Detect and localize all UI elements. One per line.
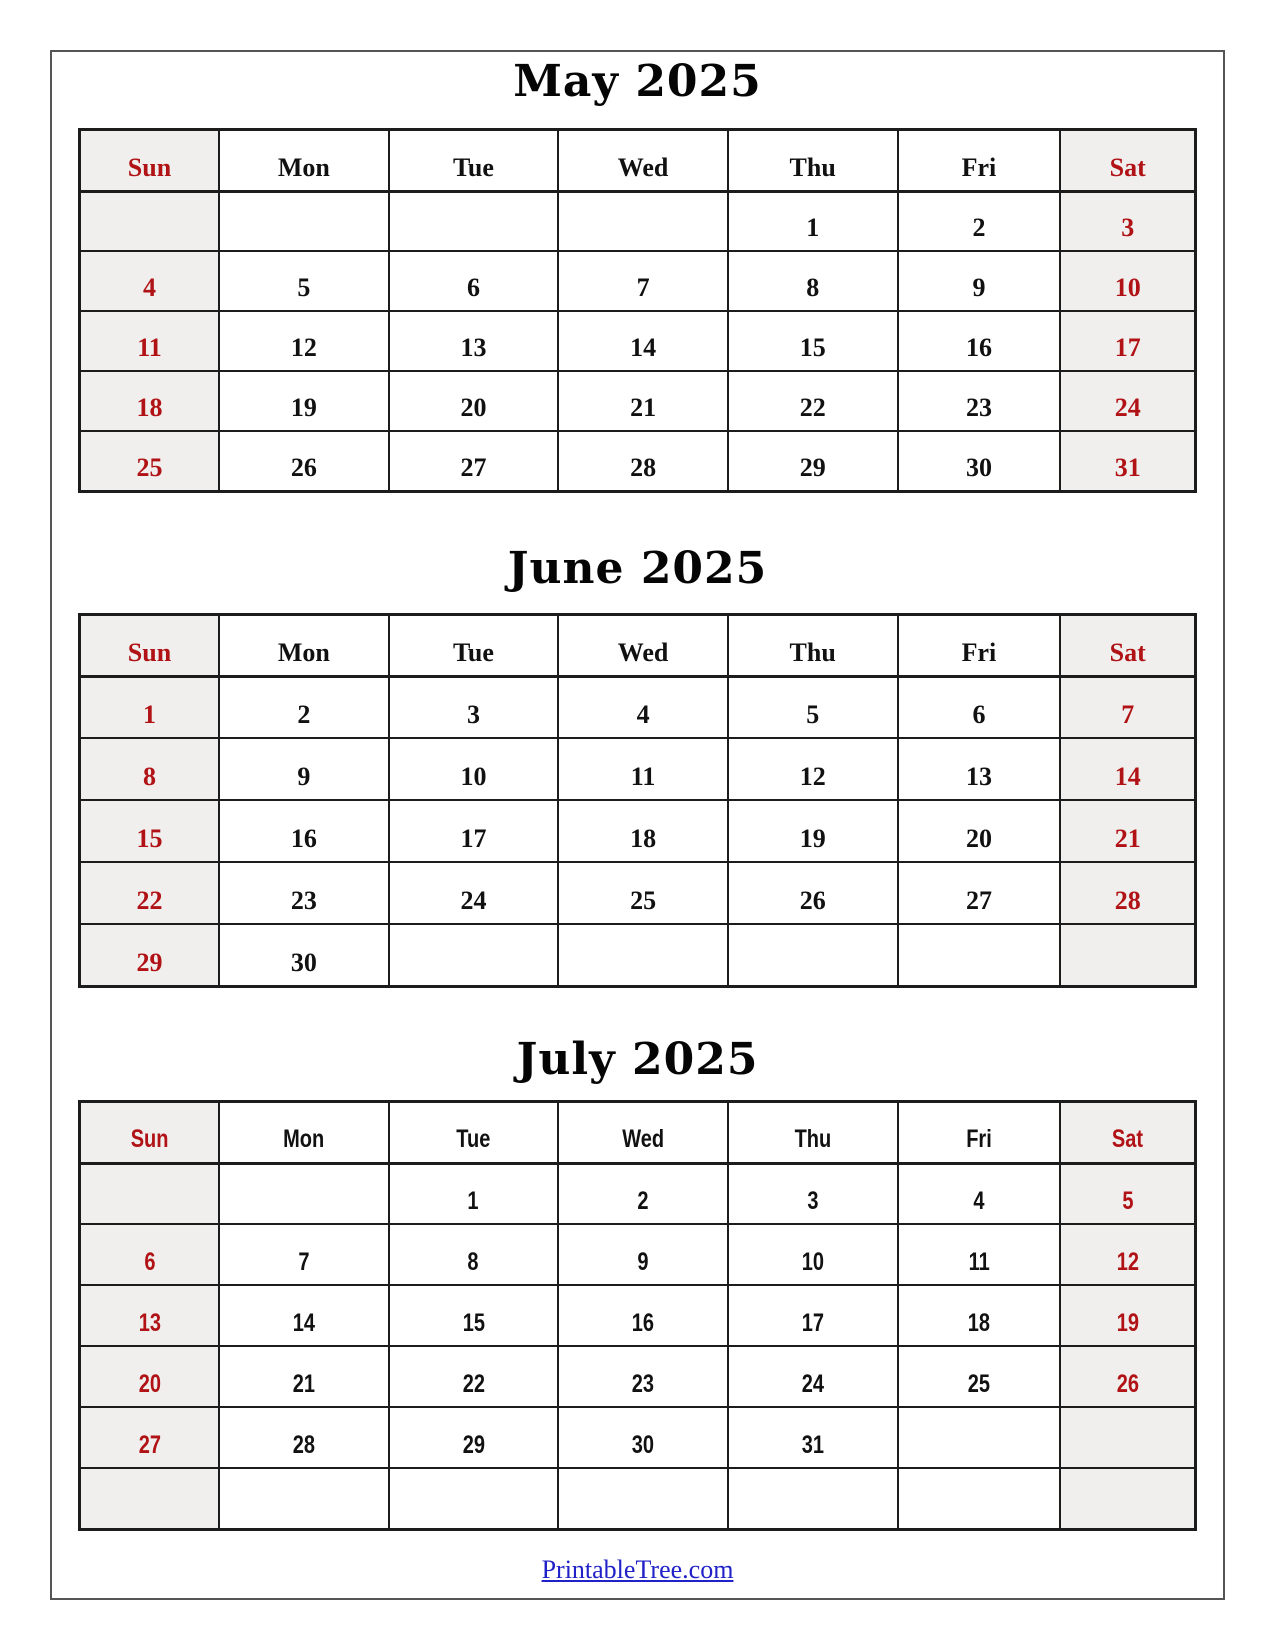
week-row [80,1224,1196,1285]
date-cell [728,311,898,371]
date-number: 1 [467,1186,479,1215]
date-cell [728,862,898,924]
date-number: 26 [290,452,317,482]
date-number: 7 [298,1247,310,1276]
date-number: 1 [806,213,820,243]
date-number: 8 [143,762,156,792]
day-header-label: Thu [794,1125,832,1154]
date-number: 6 [143,1247,156,1276]
date-number: 31 [801,1430,824,1459]
date-number: 3 [1121,213,1135,243]
empty-cell [558,1468,728,1529]
week-row [80,431,1196,491]
date-cell [898,1285,1061,1346]
date-cell [80,800,220,862]
date-cell [728,371,898,431]
date-cell [558,251,728,311]
date-cell [558,1346,728,1407]
date-number: 21 [630,393,657,423]
date-number: 25 [967,1369,991,1398]
empty-cell [389,924,559,986]
date-cell [219,924,389,986]
date-number: 12 [290,333,317,363]
day-header-label: Sun [127,152,172,182]
week-row [80,1468,1196,1529]
date-number: 2 [297,700,311,730]
week-row [80,191,1196,251]
empty-cell [80,1468,220,1529]
date-cell [389,1224,559,1285]
week-row [80,862,1196,924]
date-number: 2 [637,1186,649,1215]
date-number: 25 [136,452,163,482]
date-number: 16 [965,333,992,363]
date-number: 9 [297,762,311,792]
date-cell [558,371,728,431]
date-cell [389,431,559,491]
date-cell [898,431,1061,491]
date-cell [1060,371,1195,431]
day-header-label: Thu [789,152,836,182]
date-number: 27 [138,1430,161,1459]
date-number: 16 [631,1308,655,1337]
date-cell [80,311,220,371]
footer [52,1555,1223,1585]
date-number: 15 [799,333,826,363]
calendar-table-june [78,613,1197,988]
date-cell [1060,431,1195,491]
date-number: 24 [460,886,487,916]
week-row [80,800,1196,862]
day-header-label: Sat [1112,1125,1144,1154]
empty-cell [219,1468,389,1529]
date-cell [219,1224,389,1285]
date-cell [728,1346,898,1407]
date-cell [80,1346,220,1407]
date-cell [80,371,220,431]
date-number: 18 [630,824,657,854]
date-cell [1060,738,1195,800]
date-cell [558,1224,728,1285]
day-header-wed [558,1101,728,1163]
date-number: 30 [965,452,992,482]
date-number: 14 [630,333,657,363]
day-header-mon [219,129,389,191]
day-header-label: Fri [966,1125,992,1154]
date-cell [1060,191,1195,251]
date-cell [728,1224,898,1285]
date-cell [80,431,220,491]
date-number: 8 [467,1247,479,1276]
date-cell [558,862,728,924]
date-number: 31 [1114,452,1141,482]
date-cell [80,862,220,924]
date-cell [80,1224,220,1285]
week-row [80,1163,1196,1224]
date-cell [1060,1163,1195,1224]
date-number: 3 [466,700,480,730]
day-header-label: Thu [789,637,836,667]
date-cell [728,1285,898,1346]
day-header-thu [728,1101,898,1163]
date-cell [219,800,389,862]
date-number: 4 [973,1186,985,1215]
day-header-fri [898,1101,1061,1163]
day-header-label: Mon [277,152,330,182]
date-number: 5 [806,700,820,730]
week-row [80,311,1196,371]
date-cell [558,431,728,491]
day-header-wed [558,614,728,676]
date-cell [558,1163,728,1224]
week-row [80,371,1196,431]
empty-cell [1060,1468,1195,1529]
date-number: 17 [1114,333,1141,363]
date-cell [728,800,898,862]
date-cell [219,738,389,800]
date-number: 29 [799,452,826,482]
date-cell [80,251,220,311]
date-cell [389,1163,559,1224]
date-cell [1060,800,1195,862]
date-cell [80,676,220,738]
date-cell [1060,1285,1195,1346]
week-row [80,251,1196,311]
date-number: 16 [290,824,317,854]
date-cell [389,251,559,311]
date-number: 1 [143,700,156,730]
date-number: 20 [460,393,487,423]
empty-cell [80,1163,220,1224]
date-number: 23 [631,1369,655,1398]
week-row [80,924,1196,986]
date-number: 25 [630,886,657,916]
date-number: 20 [965,824,992,854]
date-number: 12 [799,762,826,792]
date-number: 3 [807,1186,819,1215]
empty-cell [558,191,728,251]
date-number: 4 [636,700,650,730]
date-number: 21 [292,1369,315,1398]
day-header-sat [1060,129,1195,191]
date-cell [558,311,728,371]
week-row [80,1285,1196,1346]
date-cell [898,862,1061,924]
date-number: 15 [462,1308,485,1337]
date-cell [1060,311,1195,371]
date-cell [219,1285,389,1346]
date-number: 15 [136,824,163,854]
day-header-thu [728,129,898,191]
date-number: 11 [630,762,656,792]
date-cell [389,1346,559,1407]
date-cell [80,1285,220,1346]
date-cell [389,1407,559,1468]
weekday-header-row [80,614,1196,676]
day-header-label: Fri [961,152,997,182]
date-number: 26 [1116,1369,1139,1398]
date-cell [558,1407,728,1468]
date-number: 6 [972,700,986,730]
day-header-tue [389,129,559,191]
empty-cell [80,191,220,251]
day-header-label: Tue [452,637,494,667]
day-header-wed [558,129,728,191]
day-header-label: Sat [1109,637,1146,667]
date-cell [80,1407,220,1468]
date-cell [898,1346,1061,1407]
week-row [80,1407,1196,1468]
date-cell [1060,1224,1195,1285]
date-cell [389,862,559,924]
date-number: 7 [1121,700,1135,730]
date-number: 10 [801,1247,824,1276]
date-number: 29 [462,1430,485,1459]
date-cell [558,1285,728,1346]
date-cell [219,251,389,311]
day-header-fri [898,129,1061,191]
date-number: 28 [630,452,657,482]
date-number: 20 [138,1369,161,1398]
date-cell [558,738,728,800]
date-cell [219,1346,389,1407]
date-cell [898,676,1061,738]
date-number: 10 [1114,273,1141,303]
date-number: 29 [136,947,163,977]
date-cell [728,738,898,800]
date-number: 26 [799,886,826,916]
date-number: 11 [968,1247,990,1276]
date-number: 30 [290,947,317,977]
date-cell [219,371,389,431]
month-section-may [52,56,1223,493]
footer-link[interactable]: PrintableTree.com [541,1554,734,1584]
calendar-table-may [78,128,1197,493]
date-number: 18 [136,393,163,423]
date-number: 22 [462,1369,485,1398]
calendar-page [50,50,1225,1600]
day-header-label: Tue [452,152,494,182]
empty-cell [558,924,728,986]
date-cell [898,1224,1061,1285]
weekday-header-row [80,129,1196,191]
date-number: 11 [137,333,162,363]
date-number: 28 [292,1430,315,1459]
month-section-june [52,543,1223,988]
empty-cell [219,191,389,251]
empty-cell [389,1468,559,1529]
date-cell [898,800,1061,862]
date-cell [389,1285,559,1346]
date-cell [219,431,389,491]
date-number: 19 [290,393,317,423]
month-title-july: July 2025 [516,1033,759,1085]
day-header-label: Wed [617,637,669,667]
date-number: 17 [460,824,487,854]
date-number: 2 [972,213,986,243]
day-header-label: Sat [1109,152,1146,182]
date-cell [219,676,389,738]
date-number: 9 [637,1247,649,1276]
date-cell [728,251,898,311]
date-number: 18 [967,1308,991,1337]
week-row [80,1346,1196,1407]
day-header-label: Mon [283,1125,325,1154]
date-number: 23 [290,886,317,916]
date-number: 8 [806,273,820,303]
day-header-sat [1060,1101,1195,1163]
date-cell [898,251,1061,311]
date-number: 21 [1114,824,1141,854]
empty-cell [898,1468,1061,1529]
date-cell [728,1407,898,1468]
date-cell [1060,862,1195,924]
date-cell [728,1163,898,1224]
day-header-sun [80,614,220,676]
date-number: 13 [138,1308,161,1337]
weekday-header-row [80,1101,1196,1163]
date-number: 10 [460,762,487,792]
date-cell [898,371,1061,431]
empty-cell [389,191,559,251]
date-number: 23 [965,393,992,423]
day-header-label: Fri [961,637,997,667]
day-header-sun [80,129,220,191]
date-number: 9 [972,273,986,303]
week-row [80,738,1196,800]
date-cell [898,738,1061,800]
day-header-mon [219,1101,389,1163]
date-cell [389,738,559,800]
month-title-june: June 2025 [507,542,768,594]
day-header-fri [898,614,1061,676]
date-number: 24 [1114,393,1141,423]
empty-cell [728,1468,898,1529]
date-cell [1060,1346,1195,1407]
date-number: 22 [799,393,826,423]
empty-cell [1060,924,1195,986]
date-number: 14 [292,1308,315,1337]
day-header-label: Mon [277,637,330,667]
date-cell [898,1163,1061,1224]
date-cell [219,862,389,924]
month-section-july [52,1034,1223,1531]
day-header-sun [80,1101,220,1163]
date-number: 6 [466,273,480,303]
day-header-label: Wed [617,152,669,182]
date-number: 4 [143,273,156,303]
date-number: 14 [1114,762,1141,792]
empty-cell [728,924,898,986]
date-cell [219,1407,389,1468]
month-title-may: May 2025 [513,56,762,107]
calendar-table-july [78,1100,1197,1531]
date-cell [1060,251,1195,311]
date-number: 27 [965,886,992,916]
date-cell [80,924,220,986]
date-number: 28 [1114,886,1141,916]
date-cell [389,800,559,862]
date-number: 19 [799,824,826,854]
date-cell [728,191,898,251]
date-cell [389,676,559,738]
date-number: 27 [460,452,487,482]
date-number: 5 [1122,1186,1134,1215]
week-row [80,676,1196,738]
empty-cell [1060,1407,1195,1468]
date-cell [558,800,728,862]
empty-cell [898,924,1061,986]
day-header-label: Tue [456,1125,491,1154]
date-number: 30 [631,1430,655,1459]
date-number: 17 [801,1308,824,1337]
date-number: 5 [297,273,311,303]
day-header-tue [389,1101,559,1163]
date-cell [898,311,1061,371]
date-cell [898,191,1061,251]
empty-cell [898,1407,1061,1468]
day-header-label: Wed [622,1125,664,1154]
date-number: 22 [136,886,163,916]
date-number: 24 [801,1369,824,1398]
date-number: 19 [1116,1308,1139,1337]
day-header-label: Sun [130,1125,169,1154]
day-header-label: Sun [127,637,172,667]
day-header-thu [728,614,898,676]
date-number: 13 [965,762,992,792]
day-header-sat [1060,614,1195,676]
day-header-mon [219,614,389,676]
date-cell [389,311,559,371]
date-cell [728,431,898,491]
date-cell [219,311,389,371]
date-number: 13 [460,333,487,363]
date-cell [80,738,220,800]
date-number: 7 [636,273,650,303]
day-header-tue [389,614,559,676]
empty-cell [219,1163,389,1224]
date-number: 12 [1116,1247,1139,1276]
date-cell [1060,676,1195,738]
date-cell [389,371,559,431]
date-cell [558,676,728,738]
date-cell [728,676,898,738]
